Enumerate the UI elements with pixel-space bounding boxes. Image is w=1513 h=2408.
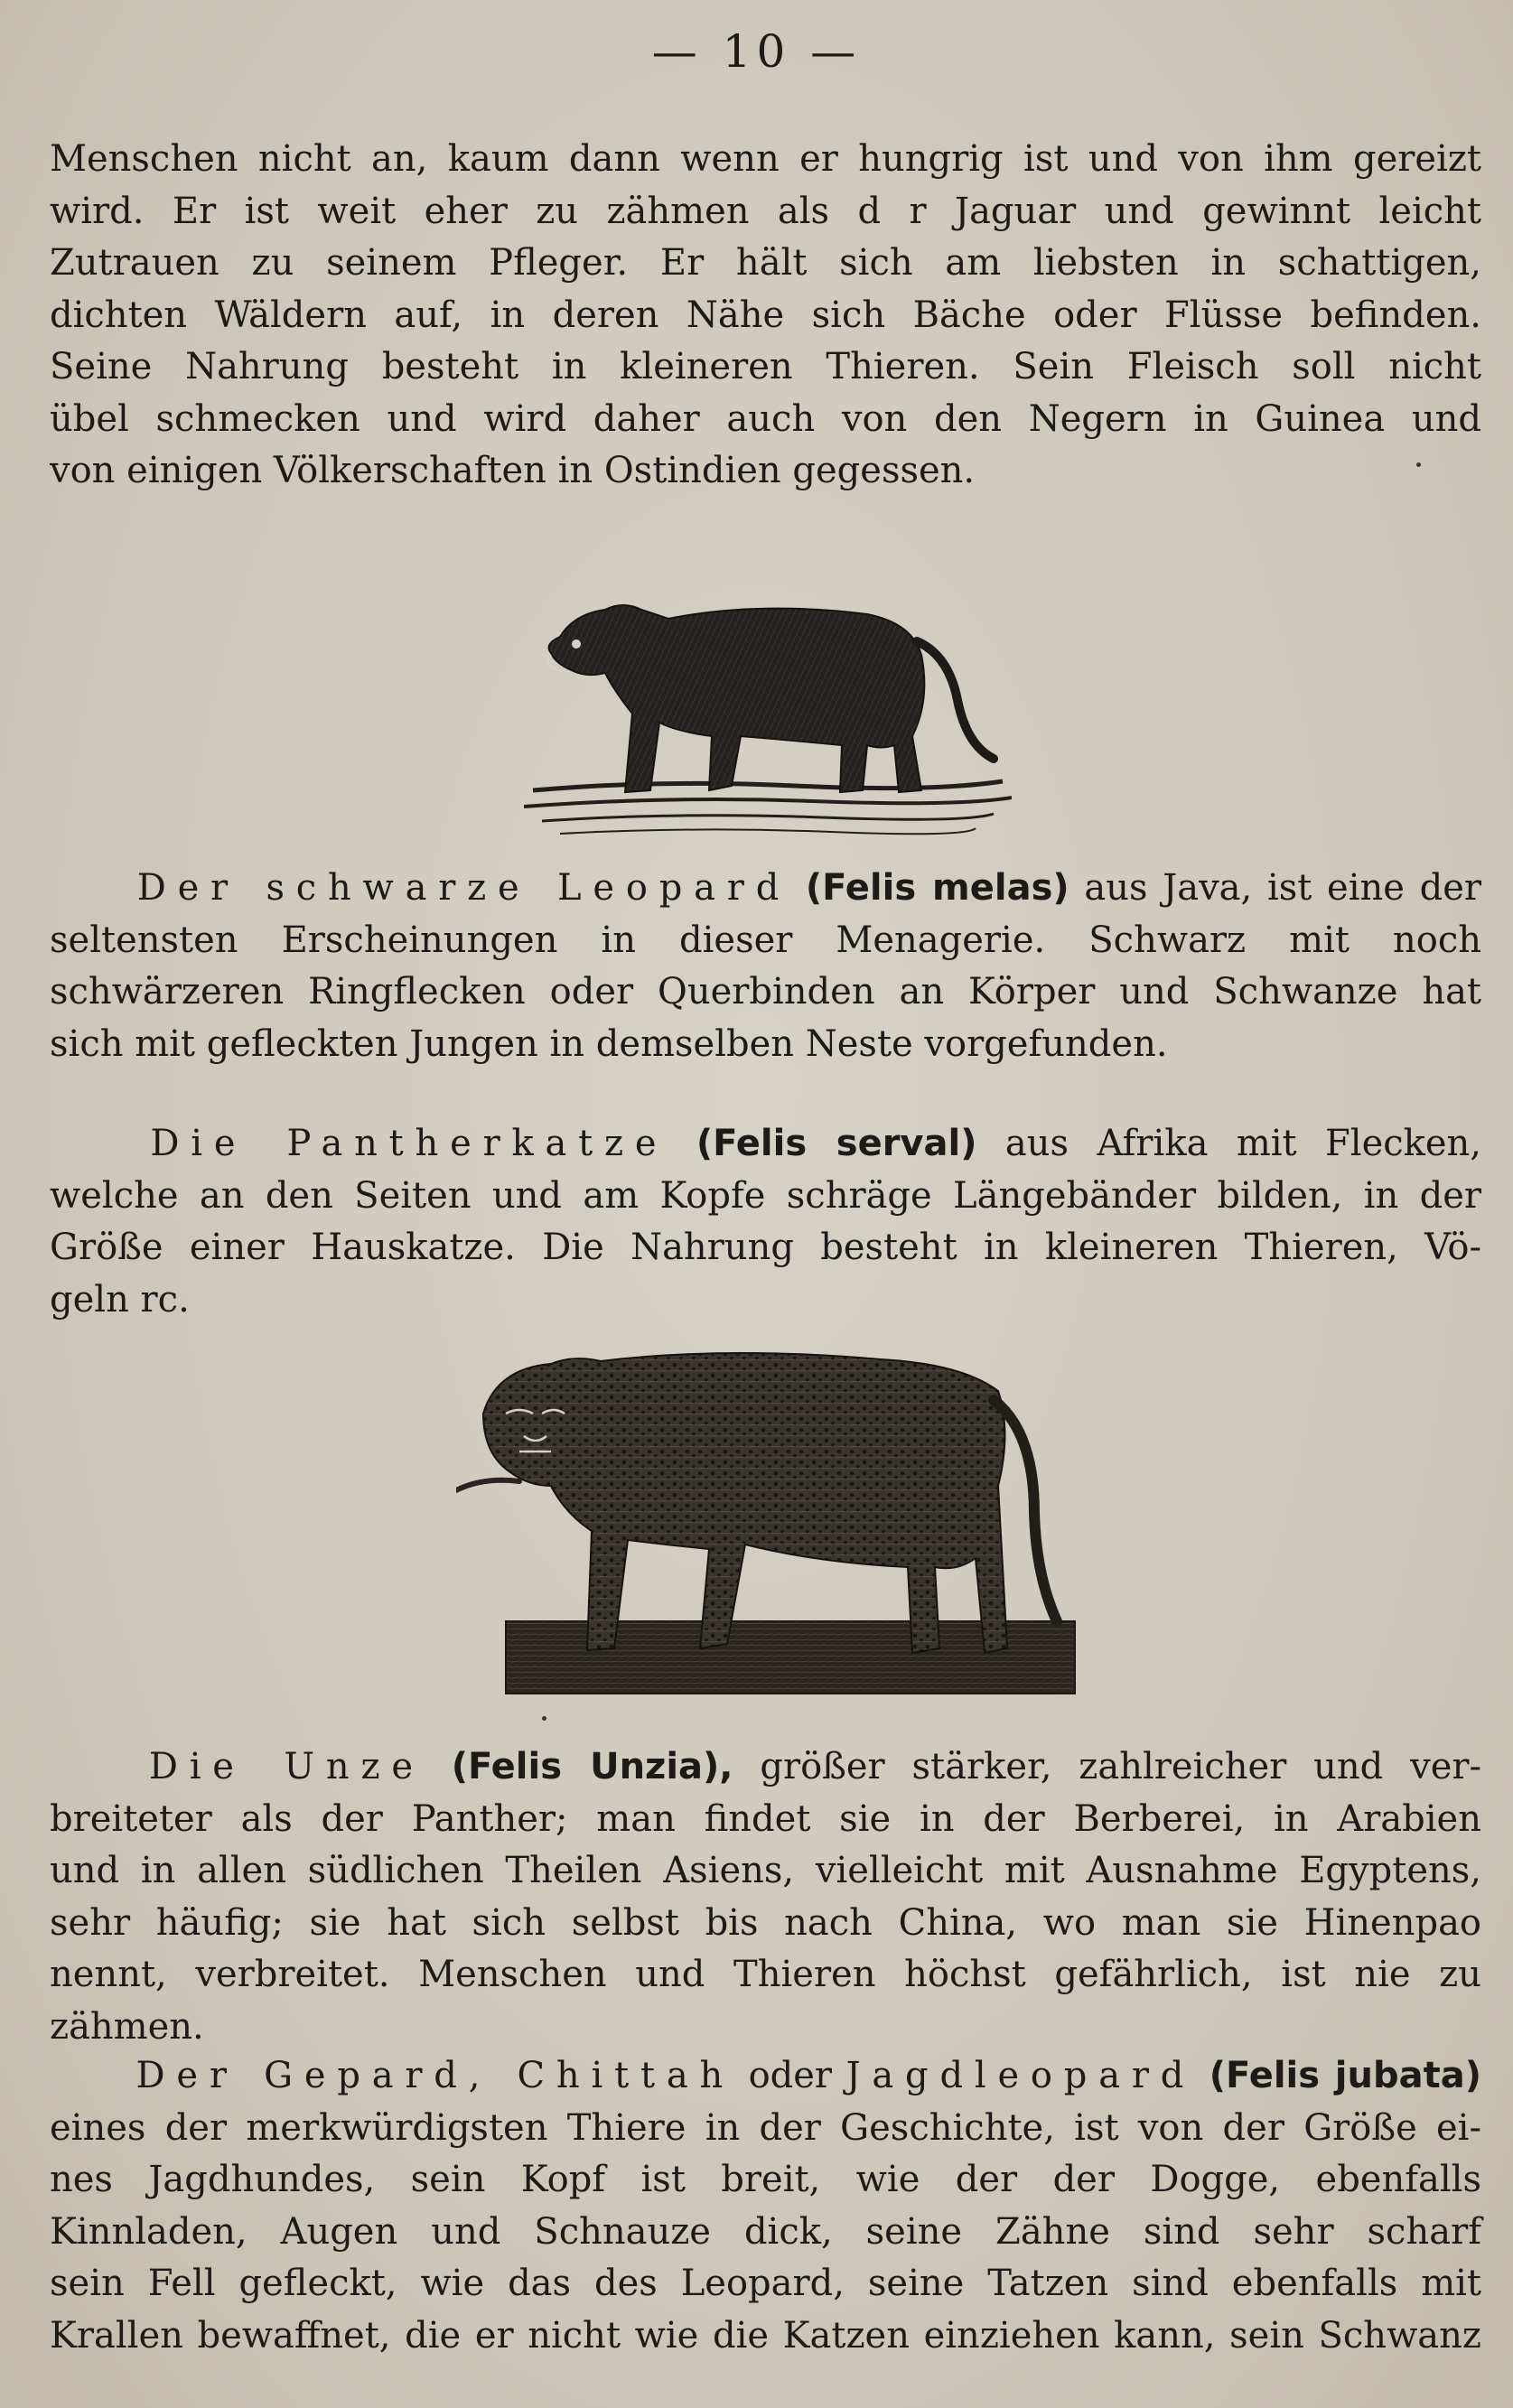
page-number: — 10 —: [651, 25, 862, 78]
text-line: geln rc.: [50, 1278, 190, 1321]
species-name: Der schwarze Leopard: [136, 867, 791, 909]
conjunction: oder: [748, 2055, 833, 2096]
text-line: sein Fell gefleckt, wie das des Leopard, seine Tatzen sind ebenfalls mit: [50, 2263, 1481, 2304]
text-line: welche an den Seiten und am Kopfe schräge Längebänder bilden, in der: [50, 1174, 1481, 1217]
text-line: wird. Er ist weit eher zu zähmen als d r Jaguar und gewinnt leicht: [50, 190, 1481, 232]
leopard-body: [549, 605, 925, 792]
paragraph-serval: [50, 1118, 1481, 1326]
ink-speck: [1416, 462, 1421, 467]
ink-speck: [542, 1716, 546, 1721]
text-line: Krallen bewaffnet, die er nicht wie die Katzen einziehen kann, sein Schwanz: [50, 2314, 1481, 2357]
paragraph-cheetah: [50, 2050, 1481, 2362]
text-line: Zutrauen zu seinem Pfleger. Er hält sich am liebsten in schattigen,: [50, 242, 1481, 284]
text-line: schwärzeren Ringflecken oder Querbinden an Körper und Schwanze hat: [50, 971, 1481, 1013]
text-line: [50, 2050, 1481, 2103]
text-line: übel schmecken und wird daher auch von den Negern in Guinea und: [50, 397, 1481, 440]
paragraph-black-leopard: [50, 863, 1481, 1070]
latin-name: (Felis jubata): [1209, 2055, 1481, 2096]
paragraph-continued: [50, 134, 1481, 498]
species-name: Die Pantherkatze: [150, 1123, 668, 1164]
text-line: breiteter als der Panther; man findet sie in der Berberei, in Arabien: [50, 1797, 1481, 1840]
text-line: Größe einer Hauskatze. Die Nahrung besteht in kleineren Thieren, Vö-: [50, 1227, 1481, 1268]
latin-name: (Felis serval): [696, 1123, 977, 1164]
text-line: Menschen nicht an, kaum dann wenn er hungrig ist und von ihm gereizt: [50, 138, 1481, 180]
species-name-alt: Jagdleopard: [845, 2055, 1196, 2096]
line-rest: aus Afrika mit Flecken,: [1004, 1123, 1482, 1164]
text-line: zähmen.: [50, 2005, 204, 2048]
text-line: sich mit gefleckten Jungen in demselben Neste vorgefunden.: [50, 1022, 1168, 1065]
text-line: [50, 1741, 1481, 1794]
text-line: und in allen südlichen Theilen Asiens, vielleicht mit Ausnahme Egyptens,: [50, 1850, 1481, 1891]
ounce-woodcut: [456, 1350, 1088, 1707]
text-line: seltensten Erscheinungen in dieser Menagerie. Schwarz mit noch: [50, 919, 1481, 961]
ounce-body: [483, 1353, 1007, 1653]
text-line: von einigen Völkerschaften in Ostindien gegessen.: [50, 450, 976, 491]
text-line: Seine Nahrung besteht in kleineren Thieren. Sein Fleisch soll nicht: [50, 346, 1481, 387]
text-line: sehr häufig; sie hat sich selbst bis nach China, wo man sie Hinenpao: [50, 1901, 1481, 1944]
species-name: Der Gepard, Chittah: [135, 2055, 735, 2096]
paragraph-ounce: [50, 1741, 1481, 2053]
latin-name: (Felis melas): [805, 867, 1069, 909]
latin-name: (Felis Unzia),: [451, 1746, 733, 1787]
ground-lines: [524, 781, 1012, 834]
text-line: dichten Wäldern auf, in deren Nähe sich Bäche oder Flüsse befinden.: [50, 294, 1481, 336]
text-line: eines der merkwürdigsten Thiere in der Geschichte, ist von der Größe ei-: [50, 2106, 1481, 2149]
black-leopard-woodcut: [524, 565, 1012, 854]
line-rest: aus Java, ist eine der: [1084, 867, 1482, 909]
species-name: Die Unze: [148, 1746, 425, 1787]
text-line: [50, 863, 1481, 915]
text-line: nes Jagdhundes, sein Kopf ist breit, wie der der Dogge, ebenfalls: [50, 2159, 1481, 2200]
text-line: nennt, verbreitet. Menschen und Thieren höchst gefährlich, ist nie zu: [50, 1954, 1481, 1995]
line-rest: größer stärker, zahlreicher und ver-: [760, 1746, 1481, 1787]
leopard-tail: [917, 641, 994, 759]
prey-in-mouth: [456, 1480, 519, 1490]
text-line: Kinnladen, Augen und Schnauze dick, seine Zähne sind sehr scharf: [50, 2210, 1481, 2253]
text-line: [50, 1118, 1481, 1171]
